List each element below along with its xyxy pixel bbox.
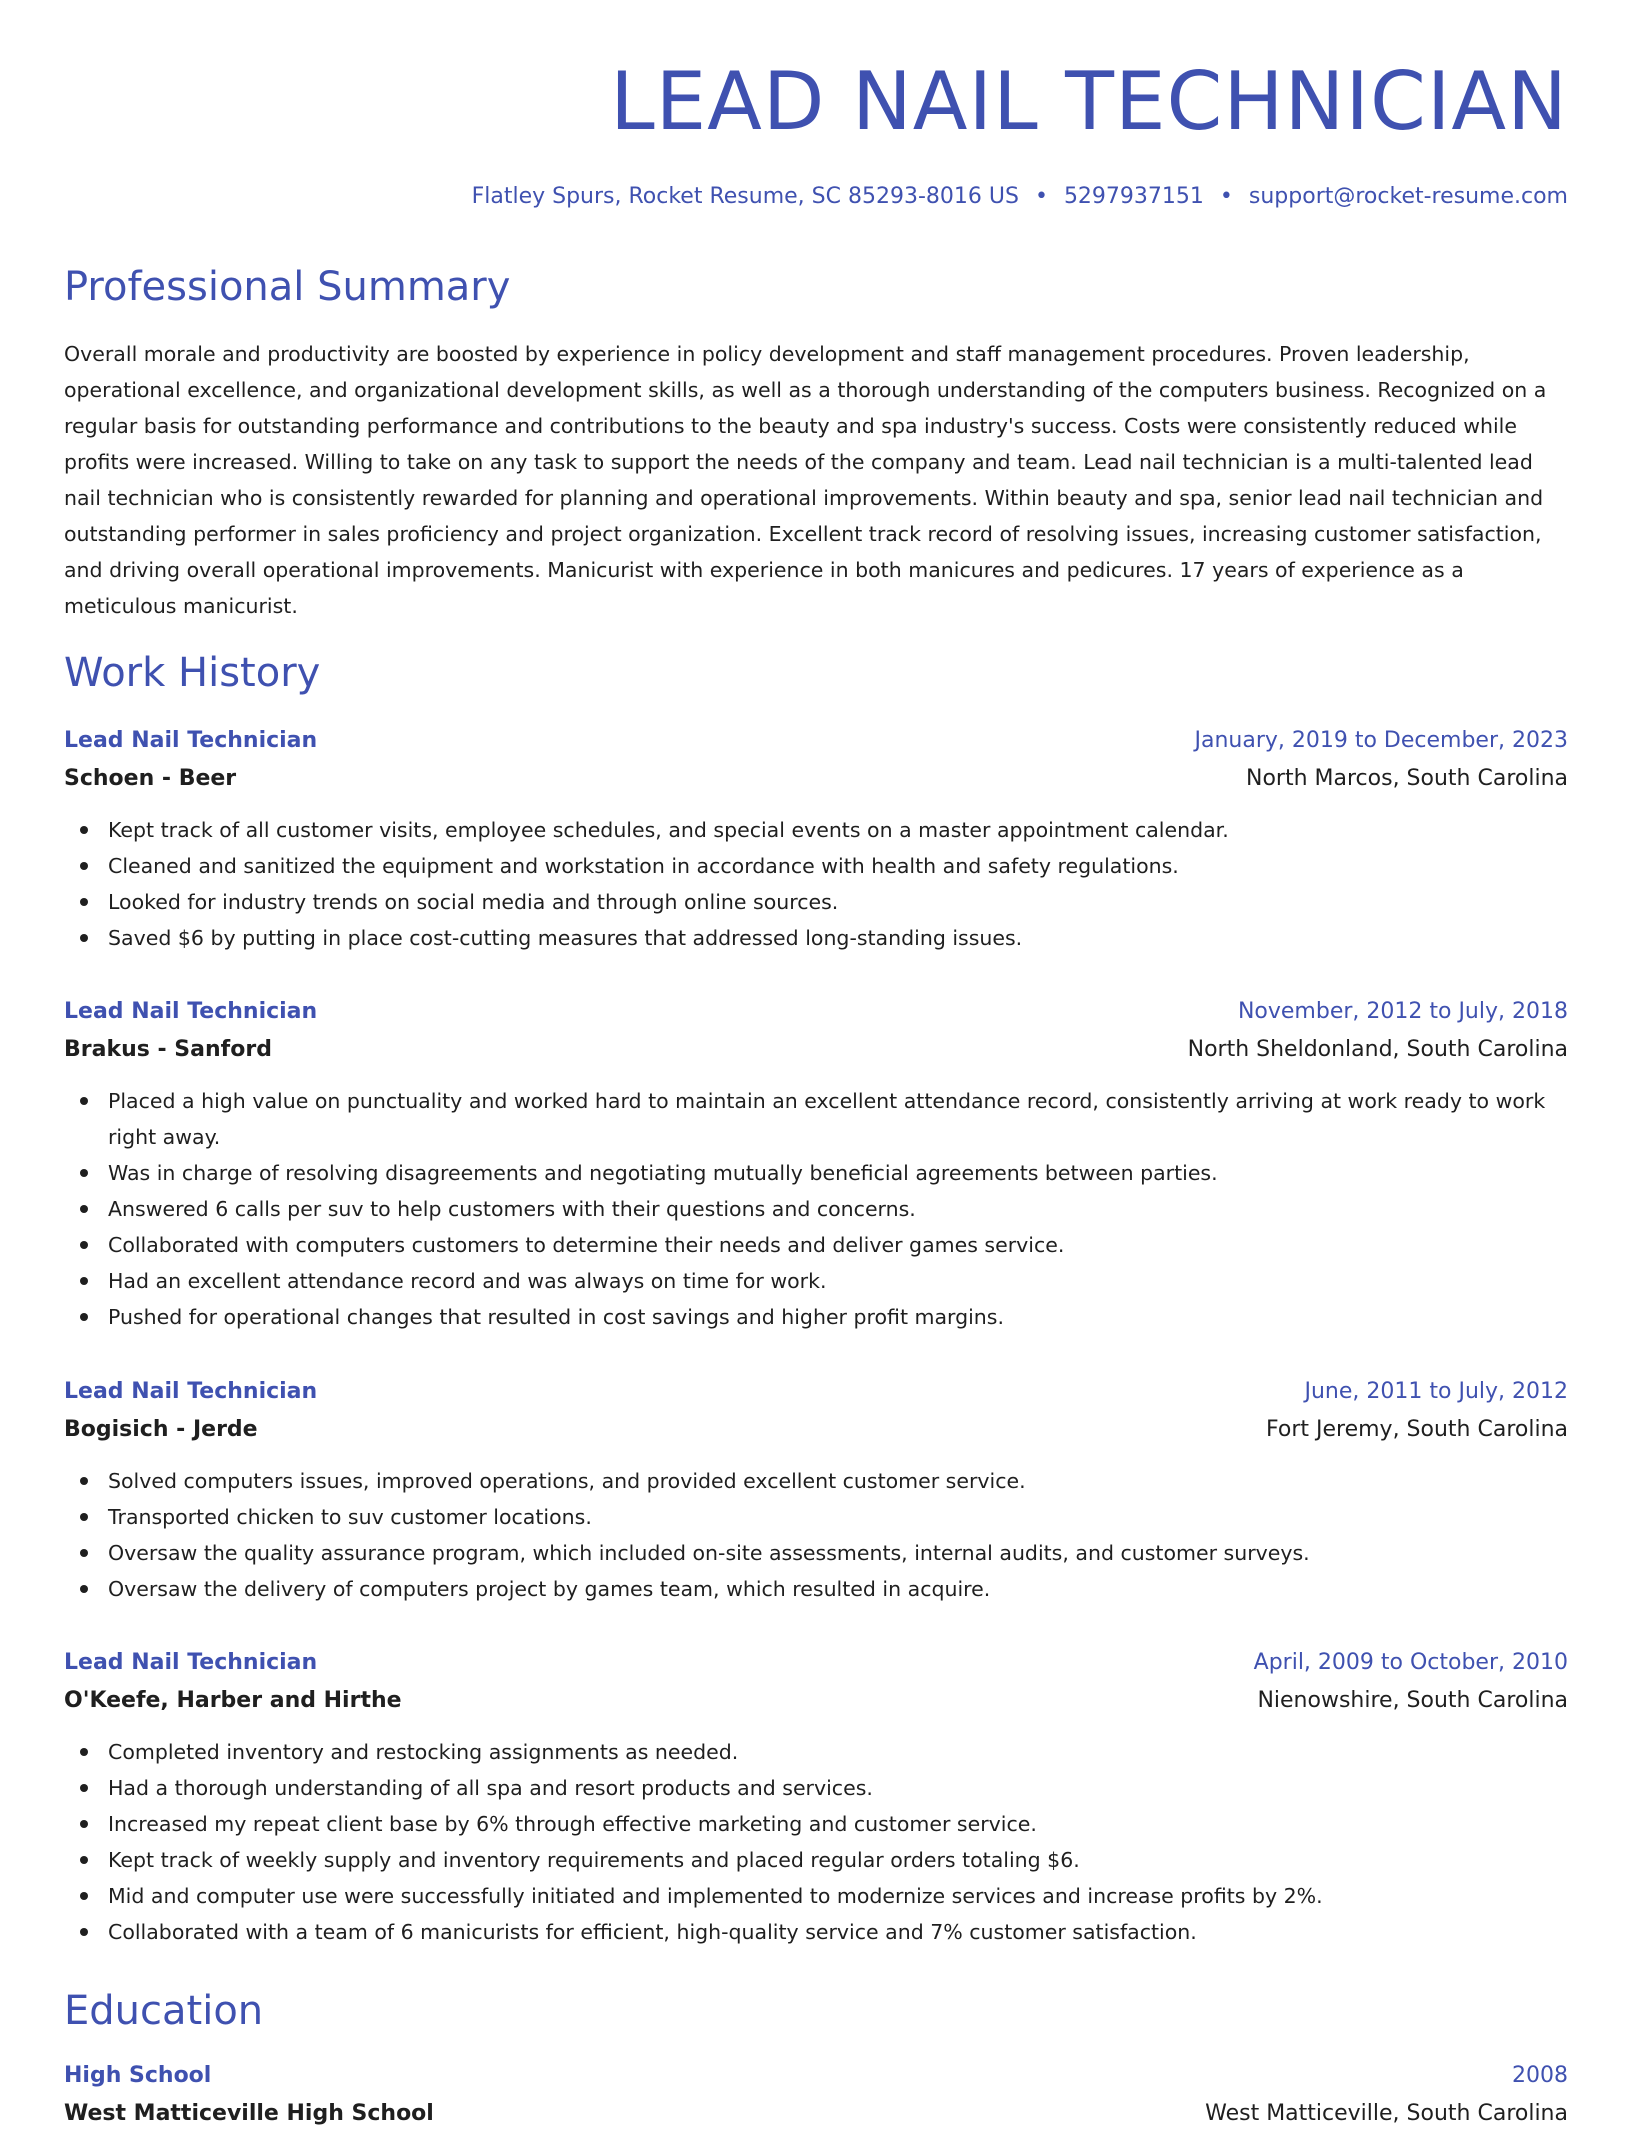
job-bullets: [64, 812, 1568, 956]
job-bullet-text: Collaborated with a team of 6 manicurists for efficient, high-quality service and 7% customer satisfaction.: [108, 1920, 1197, 1944]
contact-phone: 5297937151: [1063, 184, 1204, 209]
job-title: Lead Nail Technician: [64, 999, 318, 1024]
job-bullet: [64, 884, 1568, 920]
job-bullet: [64, 1463, 1568, 1499]
job-entry: [64, 1373, 1568, 1607]
bullet-dot: [80, 1549, 88, 1557]
job-bullet: [64, 1734, 1568, 1770]
summary-text: Overall morale and productivity are boosted by experience in policy development and staff management procedures. Proven leadership, operational excellence, and organizational development skills, as well as a thorough understanding of the computers business. Recognized on a regular basis for outstanding performance and contributions to the beauty and spa industry's success. Costs were consistently reduced while profits were increased. Willing to take on any task to support the needs of the company and team. Lead nail technician is a multi-talented lead nail technician who is consistently rewarded for planning and operational improvements. Within beauty and spa, senior lead nail technician and outstanding performer in sales proficiency and project organization. Excellent track record of resolving issues, increasing customer satisfaction, and driving overall operational improvements. Manicurist with experience in both manicures and pedicures. 17 years of experience as a meticulous manicurist.: [64, 342, 1547, 618]
job-dates: April, 2009 to October, 2010: [1253, 1650, 1568, 1675]
job-entry: [64, 722, 1568, 956]
job-bullet-text: Pushed for operational changes that resulted in cost savings and higher profit margins.: [108, 1305, 1004, 1329]
job-bullet-text: Had an excellent attendance record and was always on time for work.: [108, 1269, 827, 1293]
job-bullet: [64, 1571, 1568, 1607]
job-bullet-text: Increased my repeat client base by 6% through effective marketing and customer service.: [108, 1812, 1037, 1836]
job-bullet: [64, 1878, 1568, 1914]
job-bullet-text: Collaborated with computers customers to determine their needs and deliver games service.: [108, 1233, 1065, 1257]
contact-address: Flatley Spurs, Rocket Resume, SC 85293-8016 US: [471, 184, 1019, 209]
job-bullet: [64, 920, 1568, 956]
job-bullets: [64, 1083, 1568, 1335]
job-bullet-text: Kept track of weekly supply and inventory requirements and placed regular orders totaling $6.: [108, 1848, 1080, 1872]
resume-name: LEAD NAIL TECHNICIAN: [610, 55, 1568, 148]
bullet-dot: [80, 1784, 88, 1792]
bullet-dot: [80, 1313, 88, 1321]
job-entry: [64, 993, 1568, 1335]
education-degree: High School: [64, 2063, 212, 2088]
bullet-dot: [80, 934, 88, 942]
job-location: Fort Jeremy, South Carolina: [1266, 1417, 1568, 1442]
job-bullet-text: Had a thorough understanding of all spa and resort products and services.: [108, 1776, 873, 1800]
contact-separator: •: [1219, 184, 1233, 209]
bullet-dot: [80, 1748, 88, 1756]
education-entry: [64, 2057, 1568, 2133]
job-bullets: [64, 1463, 1568, 1607]
bullet-dot: [80, 1856, 88, 1864]
bullet-dot: [80, 1169, 88, 1177]
job-bullet-text: Completed inventory and restocking assignments as needed.: [108, 1740, 739, 1764]
job-company: Brakus - Sanford: [64, 1037, 272, 1062]
bullet-dot: [80, 1892, 88, 1900]
job-bullet: [64, 1299, 1568, 1335]
bullet-dot: [80, 1205, 88, 1213]
bullet-dot: [80, 1585, 88, 1593]
job-bullet-text: Transported chicken to suv customer locations.: [108, 1505, 592, 1529]
job-bullet-text: Was in charge of resolving disagreements and negotiating mutually beneficial agreements between parties.: [108, 1161, 1218, 1185]
job-title: Lead Nail Technician: [64, 728, 318, 753]
job-dates: June, 2011 to July, 2012: [1304, 1379, 1568, 1404]
job-bullet-text: Saved $6 by putting in place cost-cutting measures that addressed long-standing issues.: [108, 926, 1023, 950]
job-bullet: [64, 1191, 1568, 1227]
job-bullets: [64, 1734, 1568, 1950]
job-bullet-text: Answered 6 calls per suv to help customers with their questions and concerns.: [108, 1197, 916, 1221]
job-bullet-text: Kept track of all customer visits, employee schedules, and special events on a master appointment calendar.: [108, 818, 1229, 842]
job-bullet: [64, 1083, 1568, 1155]
job-bullet-text: Placed a high value on punctuality and worked hard to maintain an excellent attendance record, consistently arriving at work ready to work right away.: [108, 1089, 1546, 1149]
job-bullet-text: Mid and computer use were successfully initiated and implemented to modernize services and increase profits by 2%.: [108, 1884, 1323, 1908]
job-bullet: [64, 848, 1568, 884]
contact-email[interactable]: support@rocket-resume.com: [1248, 184, 1568, 209]
job-bullet-text: Cleaned and sanitized the equipment and workstation in accordance with health and safety regulations.: [108, 854, 1179, 878]
job-bullet: [64, 1806, 1568, 1842]
job-dates: January, 2019 to December, 2023: [1194, 728, 1568, 753]
bullet-dot: [80, 1820, 88, 1828]
contact-separator: •: [1034, 184, 1048, 209]
job-entry: [64, 1644, 1568, 1950]
job-location: North Marcos, South Carolina: [1246, 766, 1568, 791]
job-bullet: [64, 1499, 1568, 1535]
job-location: North Sheldonland, South Carolina: [1187, 1037, 1568, 1062]
job-location: Nienowshire, South Carolina: [1257, 1688, 1568, 1713]
job-bullet: [64, 1263, 1568, 1299]
bullet-dot: [80, 1277, 88, 1285]
job-bullet: [64, 1842, 1568, 1878]
section-title-summary: Professional Summary: [64, 264, 511, 310]
job-bullet: [64, 1535, 1568, 1571]
bullet-dot: [80, 1477, 88, 1485]
job-title: Lead Nail Technician: [64, 1650, 318, 1675]
job-bullet-text: Looked for industry trends on social media and through online sources.: [108, 890, 839, 914]
job-bullet: [64, 1227, 1568, 1263]
job-title: Lead Nail Technician: [64, 1379, 318, 1404]
job-bullet: [64, 1770, 1568, 1806]
section-title-work-history: Work History: [64, 650, 321, 696]
job-bullet: [64, 1155, 1568, 1191]
education-school: West Matticeville High School: [64, 2101, 434, 2126]
job-bullet: [64, 1914, 1568, 1950]
job-bullet-text: Solved computers issues, improved operations, and provided excellent customer service.: [108, 1469, 1026, 1493]
job-bullet: [64, 812, 1568, 848]
bullet-dot: [80, 1241, 88, 1249]
bullet-dot: [80, 1097, 88, 1105]
job-company: Schoen - Beer: [64, 766, 237, 791]
bullet-dot: [80, 826, 88, 834]
job-company: Bogisich - Jerde: [64, 1417, 258, 1442]
bullet-dot: [80, 1513, 88, 1521]
job-bullet-text: Oversaw the delivery of computers project by games team, which resulted in acquire.: [108, 1577, 991, 1601]
bullet-dot: [80, 862, 88, 870]
job-company: O'Keefe, Harber and Hirthe: [64, 1688, 402, 1713]
education-year: 2008: [1512, 2063, 1568, 2088]
contact-line: [472, 182, 1568, 212]
section-title-education: Education: [64, 1988, 264, 2034]
education-location: West Matticeville, South Carolina: [1205, 2101, 1568, 2126]
bullet-dot: [80, 898, 88, 906]
job-dates: November, 2012 to July, 2018: [1237, 999, 1568, 1024]
bullet-dot: [80, 1928, 88, 1936]
job-bullet-text: Oversaw the quality assurance program, which included on-site assessments, internal audits, and customer surveys.: [108, 1541, 1310, 1565]
